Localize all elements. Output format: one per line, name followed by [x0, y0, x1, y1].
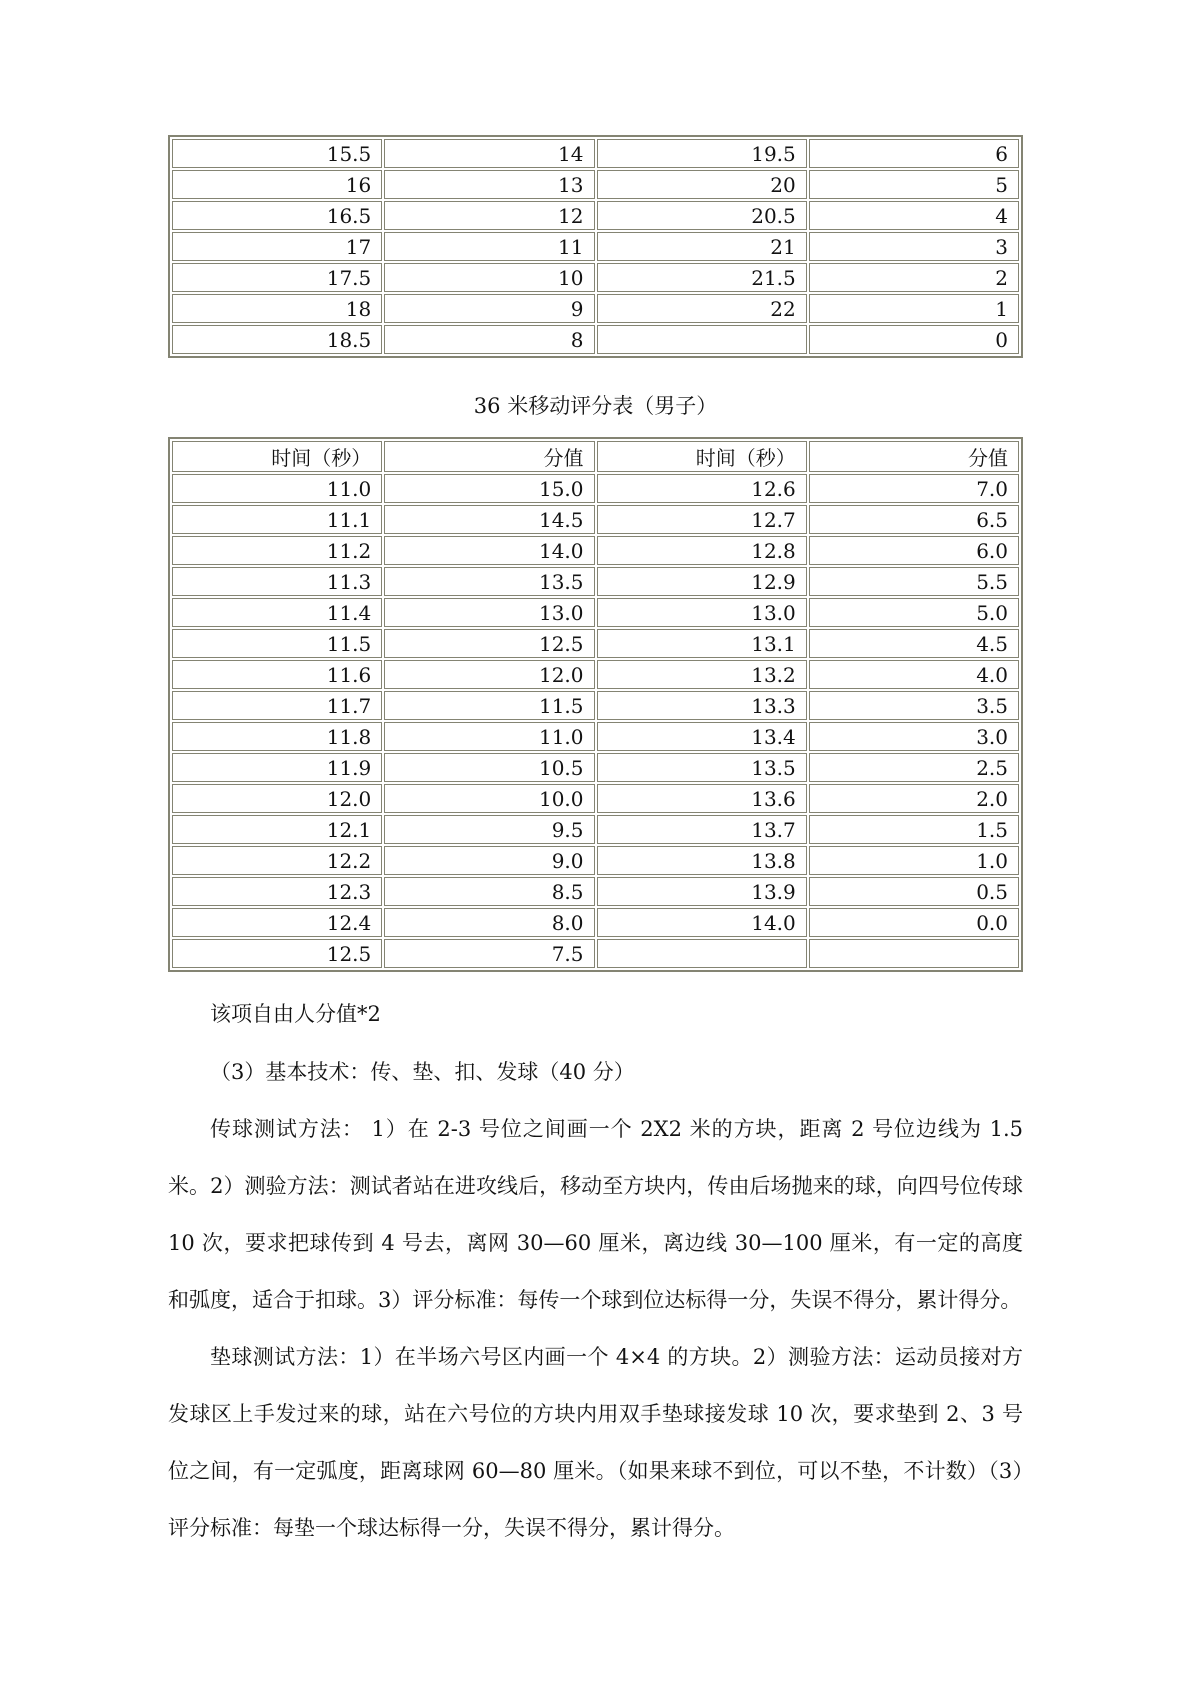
table-row	[172, 263, 1019, 292]
table-cell: 13.5	[597, 753, 807, 782]
table-cell	[809, 939, 1019, 968]
table-row	[172, 939, 1019, 968]
table-cell: 11.7	[172, 691, 382, 720]
basic-skills-heading: （3）基本技术：传、垫、扣、发球（40 分）	[210, 1059, 635, 1084]
table-header-row	[172, 441, 1019, 472]
paragraph-pass-test: 传球测试方法： 1）在 2-3 号位之间画一个 2X2 米的方块，距离 2 号位边线为 1.5 米。2）测验方法：测试者站在进攻线后，移动至方块内，传由后场抛来的球，向四号位传球 10 次，要求把球传到 4 号去，离网 30—60 厘米，离边线 30—100 厘米，有一定的高度和弧度，适合于扣球。3）评分标准：每传一个球到位达标得一分，失误不得分，累计得分。	[168, 1116, 1023, 1312]
table-cell: 14	[384, 139, 594, 168]
table-cell: 2	[809, 263, 1019, 292]
table-cell: 11.3	[172, 567, 382, 596]
table-cell: 11.8	[172, 722, 382, 751]
section-title-36m-men: 36 米移动评分表（男子）	[473, 394, 718, 418]
table-cell: 2.5	[809, 753, 1019, 782]
table-cell: 11.9	[172, 753, 382, 782]
table-cell: 20.5	[597, 201, 807, 230]
table-cell: 13.0	[597, 598, 807, 627]
table-row	[172, 139, 1019, 168]
table-cell: 6.0	[809, 536, 1019, 565]
table-cell: 11.5	[172, 629, 382, 658]
table-cell: 13.7	[597, 815, 807, 844]
table-cell: 21	[597, 232, 807, 261]
table-row	[172, 201, 1019, 230]
table-row	[172, 294, 1019, 323]
table-cell: 12	[384, 201, 594, 230]
table-cell: 12.0	[384, 660, 594, 689]
table-row	[172, 815, 1019, 844]
table-cell: 8.0	[384, 908, 594, 937]
table-row	[172, 170, 1019, 199]
table-cell: 13.5	[384, 567, 594, 596]
table-cell: 4.0	[809, 660, 1019, 689]
table-cell: 11.5	[384, 691, 594, 720]
table-cell: 12.8	[597, 536, 807, 565]
table-cell: 22	[597, 294, 807, 323]
table-cell: 17.5	[172, 263, 382, 292]
table-row	[172, 629, 1019, 658]
table-row	[172, 536, 1019, 565]
table-cell: 2.0	[809, 784, 1019, 813]
table-cell: 18.5	[172, 325, 382, 354]
table-cell: 13.2	[597, 660, 807, 689]
table-cell: 6.5	[809, 505, 1019, 534]
table-cell: 21.5	[597, 263, 807, 292]
table-cell: 12.1	[172, 815, 382, 844]
table-cell: 12.7	[597, 505, 807, 534]
table-cell: 6	[809, 139, 1019, 168]
table-cell: 8.5	[384, 877, 594, 906]
table-cell: 15.0	[384, 474, 594, 503]
table-cell: 5.5	[809, 567, 1019, 596]
table-cell: 20	[597, 170, 807, 199]
table-cell: 1.5	[809, 815, 1019, 844]
table-cell: 14.5	[384, 505, 594, 534]
table-row	[172, 691, 1019, 720]
table-cell: 3.0	[809, 722, 1019, 751]
table-cell: 15.5	[172, 139, 382, 168]
table-row	[172, 567, 1019, 596]
table-cell: 1	[809, 294, 1019, 323]
table-cell: 11.0	[172, 474, 382, 503]
table-cell: 13	[384, 170, 594, 199]
table-cell: 12.5	[172, 939, 382, 968]
table-cell: 4	[809, 201, 1019, 230]
table-cell: 13.3	[597, 691, 807, 720]
table-cell: 18	[172, 294, 382, 323]
table-cell: 11.1	[172, 505, 382, 534]
table-cell: 12.0	[172, 784, 382, 813]
table-cell: 13.8	[597, 846, 807, 875]
table-cell: 19.5	[597, 139, 807, 168]
libero-note: 该项自由人分值*2	[210, 1002, 381, 1027]
table-cell: 12.4	[172, 908, 382, 937]
table-cell: 4.5	[809, 629, 1019, 658]
table-row	[172, 784, 1019, 813]
table-cell: 8	[384, 325, 594, 354]
score-table-header	[172, 441, 1019, 472]
column-header-time-1: 时间（秒）	[172, 441, 382, 472]
table-cell: 14.0	[597, 908, 807, 937]
paragraph-dig-test: 垫球测试方法：1）在半场六号区内画一个 4×4 的方块。2）测验方法：运动员接对方发球区上手发过来的球，站在六号位的方块内用双手垫球接发球 10 次，要求垫到 2、3 号位之间，有一定弧度，距离球网 60—80 厘米。（如果来球不到位，可以不垫，不计数）（3）评分标准：每垫一个球达标得一分，失误不得分，累计得分。	[168, 1345, 1023, 1541]
table-cell: 13.6	[597, 784, 807, 813]
table-cell: 10	[384, 263, 594, 292]
notes-area	[168, 986, 1023, 1557]
table-cell: 17	[172, 232, 382, 261]
table-cell: 0.0	[809, 908, 1019, 937]
table-cell: 10.5	[384, 753, 594, 782]
table-cell: 3	[809, 232, 1019, 261]
table-cell: 7.5	[384, 939, 594, 968]
score-table-main-body	[172, 474, 1019, 968]
table-cell: 13.0	[384, 598, 594, 627]
table-row	[172, 877, 1019, 906]
table-cell: 3.5	[809, 691, 1019, 720]
column-header-time-2: 时间（秒）	[597, 441, 807, 472]
table-cell: 13.9	[597, 877, 807, 906]
table-cell: 12.6	[597, 474, 807, 503]
column-header-score-1: 分值	[384, 441, 594, 472]
score-table-top-body	[172, 139, 1019, 354]
table-row	[172, 325, 1019, 354]
table-cell: 12.3	[172, 877, 382, 906]
table-row	[172, 846, 1019, 875]
table-row	[172, 505, 1019, 534]
table-cell: 12.2	[172, 846, 382, 875]
table-cell: 0	[809, 325, 1019, 354]
table-row	[172, 908, 1019, 937]
table-cell: 16.5	[172, 201, 382, 230]
table-cell: 12.5	[384, 629, 594, 658]
table-row	[172, 660, 1019, 689]
table-cell	[597, 939, 807, 968]
table-cell: 9.0	[384, 846, 594, 875]
table-row	[172, 722, 1019, 751]
column-header-score-2: 分值	[809, 441, 1019, 472]
table-cell: 5.0	[809, 598, 1019, 627]
table-row	[172, 232, 1019, 261]
table-cell: 9.5	[384, 815, 594, 844]
table-cell: 1.0	[809, 846, 1019, 875]
table-cell: 7.0	[809, 474, 1019, 503]
table-cell: 11.4	[172, 598, 382, 627]
table-cell: 11.6	[172, 660, 382, 689]
table-row	[172, 598, 1019, 627]
table-cell: 10.0	[384, 784, 594, 813]
table-row	[172, 474, 1019, 503]
table-cell: 13.1	[597, 629, 807, 658]
table-row	[172, 753, 1019, 782]
table-cell: 11	[384, 232, 594, 261]
table-cell: 14.0	[384, 536, 594, 565]
table-cell: 16	[172, 170, 382, 199]
score-table-36m-men	[168, 437, 1023, 972]
table-cell: 11.2	[172, 536, 382, 565]
table-cell: 9	[384, 294, 594, 323]
table-cell: 0.5	[809, 877, 1019, 906]
table-cell: 11.0	[384, 722, 594, 751]
table-cell: 12.9	[597, 567, 807, 596]
table-cell: 5	[809, 170, 1019, 199]
table-cell: 13.4	[597, 722, 807, 751]
score-table-top	[168, 135, 1023, 358]
table-cell	[597, 325, 807, 354]
